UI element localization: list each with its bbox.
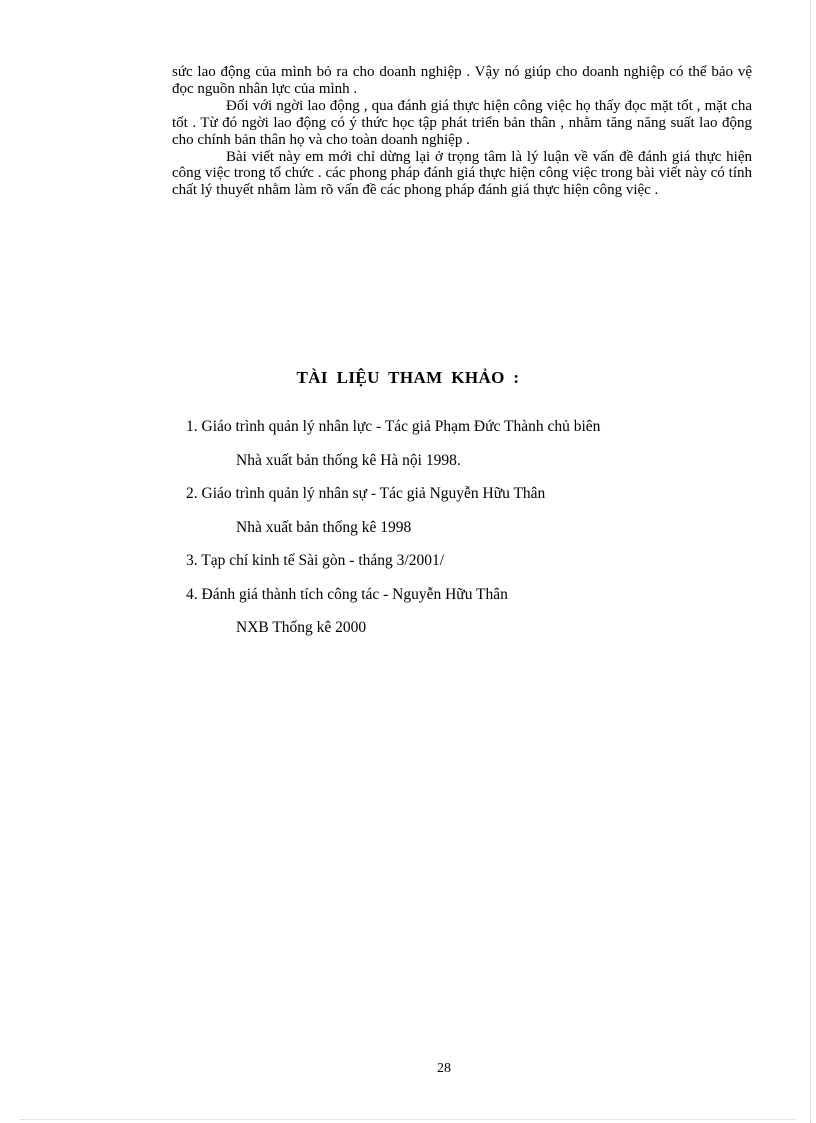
reference-item: 2. Giáo trình quản lý nhân sự - Tác giả Nguyễn Hữu Thân (186, 485, 546, 502)
page-edge-bottom (20, 1119, 796, 1120)
body-text (172, 64, 752, 199)
page-number: 28 (437, 1061, 451, 1076)
reference-publisher: NXB Thống kê 2000 (236, 619, 367, 636)
reference-publisher: Nhà xuất bản thống kê Hà nội 1998. (236, 451, 461, 469)
references-heading: TÀI LIỆU THAM KHẢO : (296, 368, 520, 387)
page-edge-right (810, 0, 816, 1123)
reference-item: 1. Giáo trình quản lý nhân lực - Tác giả Phạm Đức Thành chủ biên (186, 418, 601, 435)
references-list (186, 417, 766, 652)
paragraph-conclusion: Bài viết này em mới chỉ dừng lại ở trọng tâm là lý luận về vấn đề đánh giá thực hiện công việc trong tổ chức . các phong pháp đánh giá thực hiện công việc trong bài viết này có tính chất lý thuyết nhằm làm rõ vấn đề các phong pháp đánh giá thực hiện công việc . (172, 148, 752, 199)
reference-item: 4. Đánh giá thành tích công tác - Nguyễn Hữu Thân (186, 585, 508, 603)
paragraph-employee-benefits: Đối với ngời lao động , qua đánh giá thực hiện công việc họ thấy đọc mặt tốt , mặt cha tốt . Từ đó ngời lao động có ý thức học tập phát triển bản thân , nhằm tăng năng suất lao động cho chính bản thân họ và cho toàn doanh nghiệp . (172, 97, 752, 148)
paragraph-continuation: sức lao động của mình bỏ ra cho doanh nghiệp . Vậy nó giúp cho doanh nghiệp có thể bảo vệ đọc nguồn nhân lực của mình . (172, 64, 752, 97)
reference-publisher: Nhà xuất bản thống kê 1998 (236, 518, 412, 536)
reference-item: 3. Tạp chí kinh tế Sài gòn - tháng 3/2001/ (186, 552, 445, 569)
